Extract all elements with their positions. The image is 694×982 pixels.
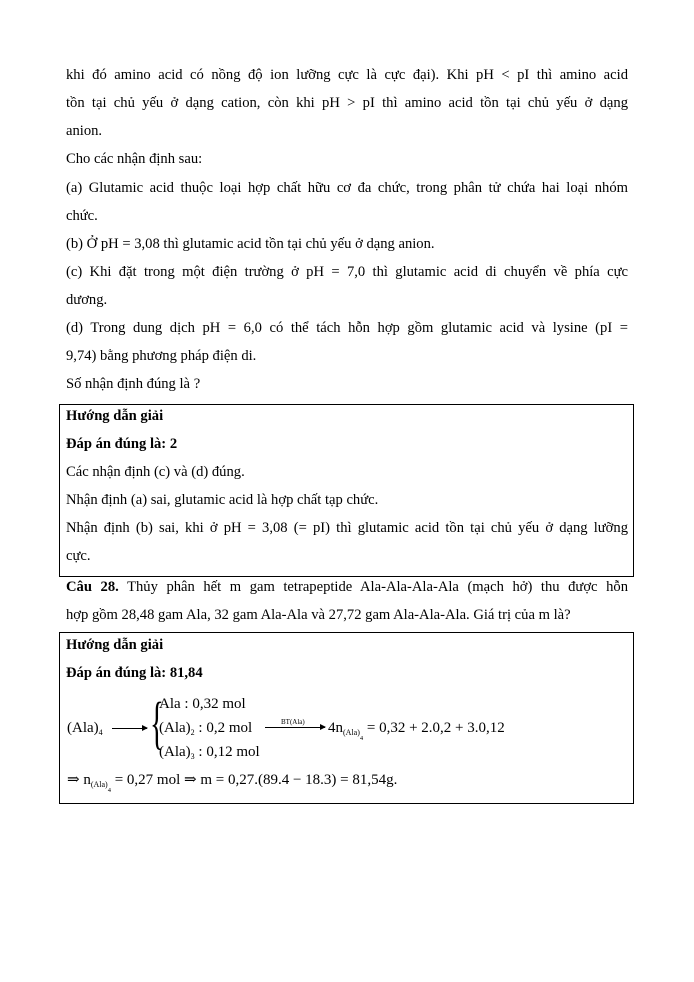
question-28-line-2: hợp gồm 28,48 gam Ala, 32 gam Ala-Ala và 27,72 gam Ala-Ala-Ala. Giá trị của m là? bbox=[66, 607, 571, 623]
product-3-subscript: 3 bbox=[190, 752, 195, 761]
reactant-base: (Ala) bbox=[67, 720, 99, 736]
statement-c-line-1: (c) Khi đặt trong một điện trường ở pH = 7,0 thì glutamic acid di chuyển về phía cực bbox=[66, 264, 628, 280]
result-equation bbox=[67, 770, 397, 801]
solution-1-heading: Hướng dẫn giải bbox=[66, 408, 164, 424]
solution-2-answer: Đáp án đúng là: 81,84 bbox=[66, 665, 203, 681]
statement-c-line-2: dương. bbox=[66, 292, 108, 308]
product-3-base: (Ala) bbox=[159, 744, 191, 760]
balance-equation bbox=[328, 718, 505, 749]
result-subscript-base: (Ala) bbox=[90, 780, 108, 789]
statement-d-line-1: (d) Trong dung dịch pH = 6,0 có thể tách hỗn hợp gồm glutamic acid và lysine (pI = bbox=[66, 320, 628, 336]
product-1: Ala : 0,32 mol bbox=[159, 696, 246, 712]
product-3-amount: : 0,12 mol bbox=[194, 744, 260, 760]
balance-arrow-label: BT(Ala) bbox=[281, 718, 305, 726]
result-rest: = 0,27 mol ⇒ m = 0,27.(89.4 − 18.3) = 81,54g. bbox=[110, 772, 398, 788]
result-prefix: ⇒ n bbox=[67, 772, 91, 788]
balance-rhs: = 0,32 + 2.0,2 + 3.0,12 bbox=[363, 720, 505, 736]
statement-d-line-2: 9,74) bằng phương pháp điện di. bbox=[66, 348, 257, 364]
statement-a-line-1: (a) Glutamic acid thuộc loại hợp chất hữu cơ đa chức, trong phân tử chứa hai loại nhóm bbox=[66, 180, 628, 196]
statements-prompt: Cho các nhận định sau: bbox=[66, 151, 203, 167]
product-2-subscript: 2 bbox=[190, 728, 195, 737]
question-28-line-1 bbox=[66, 577, 628, 597]
solution-1-line-3: Nhận định (b) sai, khi ở pH = 3,08 (= pI) thì glutamic acid tồn tại chủ yếu ở dạng lưỡng bbox=[66, 520, 628, 536]
solution-1-answer: Đáp án đúng là: 2 bbox=[66, 436, 178, 452]
statement-b: (b) Ở pH = 3,08 thì glutamic acid tồn tại chủ yếu ở dạng anion. bbox=[66, 236, 435, 252]
result-subscript bbox=[90, 780, 111, 794]
reactant-subscript: 4 bbox=[98, 728, 103, 737]
balance-subscript-base: (Ala) bbox=[343, 728, 360, 737]
solution-2-heading: Hướng dẫn giải bbox=[66, 637, 164, 653]
balance-arrow-icon bbox=[265, 727, 325, 728]
left-brace-icon: { bbox=[150, 690, 164, 755]
reactant bbox=[67, 718, 103, 743]
intro-line-2: tồn tại chủ yếu ở dạng cation, còn khi pH > pI thì amino acid tồn tại chủ yếu ở dạng bbox=[66, 95, 628, 111]
question-prompt: Số nhận định đúng là ? bbox=[66, 376, 201, 392]
product-3 bbox=[159, 742, 260, 767]
question-28-label: Câu 28. bbox=[66, 579, 119, 595]
result-subsubscript: 4 bbox=[107, 787, 111, 794]
solution-1-line-2: Nhận định (a) sai, glutamic acid là hợp chất tạp chức. bbox=[66, 492, 379, 508]
reaction-arrow-icon bbox=[112, 728, 147, 729]
question-28-text-1: Thủy phân hết m gam tetrapeptide Ala-Ala-Ala-Ala (mạch hở) thu được hỗn bbox=[118, 579, 628, 595]
balance-subsubscript: 4 bbox=[359, 735, 364, 742]
balance-subscript bbox=[343, 728, 364, 742]
intro-line-1: khi đó amino acid có nồng độ ion lưỡng cực là cực đại). Khi pH < pI thì amino acid bbox=[66, 67, 628, 83]
balance-lhs: 4n bbox=[328, 720, 343, 736]
product-2 bbox=[159, 718, 252, 743]
product-2-base: (Ala) bbox=[159, 720, 191, 736]
intro-line-3: anion. bbox=[66, 123, 103, 139]
solution-1-line-1: Các nhận định (c) và (d) đúng. bbox=[66, 464, 245, 480]
solution-1-line-4: cực. bbox=[66, 548, 91, 564]
product-2-amount: : 0,2 mol bbox=[194, 720, 253, 736]
statement-a-line-2: chức. bbox=[66, 208, 98, 224]
